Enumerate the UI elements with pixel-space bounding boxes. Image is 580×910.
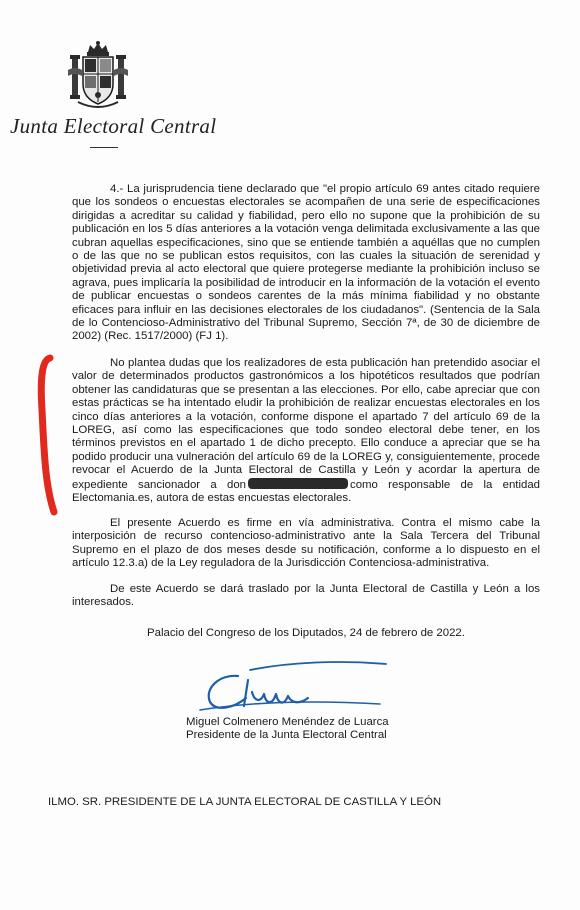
paragraph-appeal: El presente Acuerdo es firme en vía administrativa. Contra el mismo cabe la interposición de recurso contencioso-administrativo ante la Sala Tercera del Tribunal Supremo en el plazo de dos meses desde su notificación, conforme a lo dispuesto en el artículo 12.3.a) de la Ley reguladora de la Jurisdicción Contenciosa-administrativa.	[72, 517, 540, 570]
paragraph-jurisprudence: 4.- La jurisprudencia tiene declarado que "el propio artículo 69 antes citado requiere que los sondeos o encuestas electorales se acompañen de una serie de especificaciones dirigidas a acreditar su calidad y fiabilidad, pero ello no supone que la prohibición de su publicación en los 5 días anteriores a la votación venga delimitada exclusivamente a las que cubran aquellas especificaciones, sino que se entiende también a aquéllas que no cumplen o de las que no se publican estos requisitos, con las cuales la situación de serenidad y objetividad previa al acto electoral que quiere protegerse mediante la prohibición incluso se agrava, pues implicaría la posibilidad de introducir en la información de la votación el evento de publicar encuestas o sondeos carentes de la más mínima fiabilidad y no obstante eficaces para influir en las decisiones electorales de los ciudadanos". (Sentencia de la Sala de lo Contencioso-Administrativo del Tribunal Supremo, Sección 7ª, de 30 de diciembre de 2002) (Rec. 1517/2000) (FJ 1).	[72, 183, 540, 343]
spanish-coat-of-arms-icon	[66, 40, 130, 112]
recipient-line: ILMO. SR. PRESIDENTE DE LA JUNTA ELECTORAL DE CASTILLA Y LEÓN	[48, 796, 442, 808]
signer-title: Presidente de la Junta Electoral Central	[186, 729, 387, 741]
place-and-date: Palacio del Congreso de los Diputados, 24 de febrero de 2022.	[147, 627, 465, 639]
highlight-mark	[36, 350, 66, 520]
paragraph-analysis-text-end: como responsable de la entidad Electomania.es, autora de estas encuestas electorales.	[72, 478, 540, 505]
organization-name: Junta Electoral Central	[10, 114, 217, 138]
paragraph-notification: De este Acuerdo se dará traslado por la Junta Electoral de Castilla y León a los interesados.	[72, 583, 540, 609]
redacted-name	[248, 478, 348, 489]
paragraph-analysis	[72, 357, 540, 505]
handwritten-signature	[190, 650, 400, 720]
header-divider	[90, 147, 118, 148]
paragraph-analysis-text: No plantea dudas que los realizadores de esta publicación han pretendido asociar el valor de determinados productos gastronómicos a los hipotéticos resultados que podrían obtener las candidaturas que se presentan a las elecciones. Por ello, cabe apreciar que con estas prácticas se ha intentado eludir la prohibición de realizar encuestas electorales en los cinco días anteriores a la votación, conforme dispone el apartado 7 del artículo 69 de la LOREG, así como las especificaciones que todo sondeo electoral debe tener, en los términos previstos en el apartado 1 de dicho precepto. Ello conduce a apreciar que se ha podido producir una vulneración del artículo 69 de la LOREG y, consiguientemente, procede revocar el Acuerdo de la Junta Electoral de Castilla y León y acordar la apertura de expediente sancionador a don	[72, 357, 540, 491]
signer-block	[186, 716, 389, 742]
signer-name: Miguel Colmenero Menéndez de Luarca	[186, 716, 389, 728]
